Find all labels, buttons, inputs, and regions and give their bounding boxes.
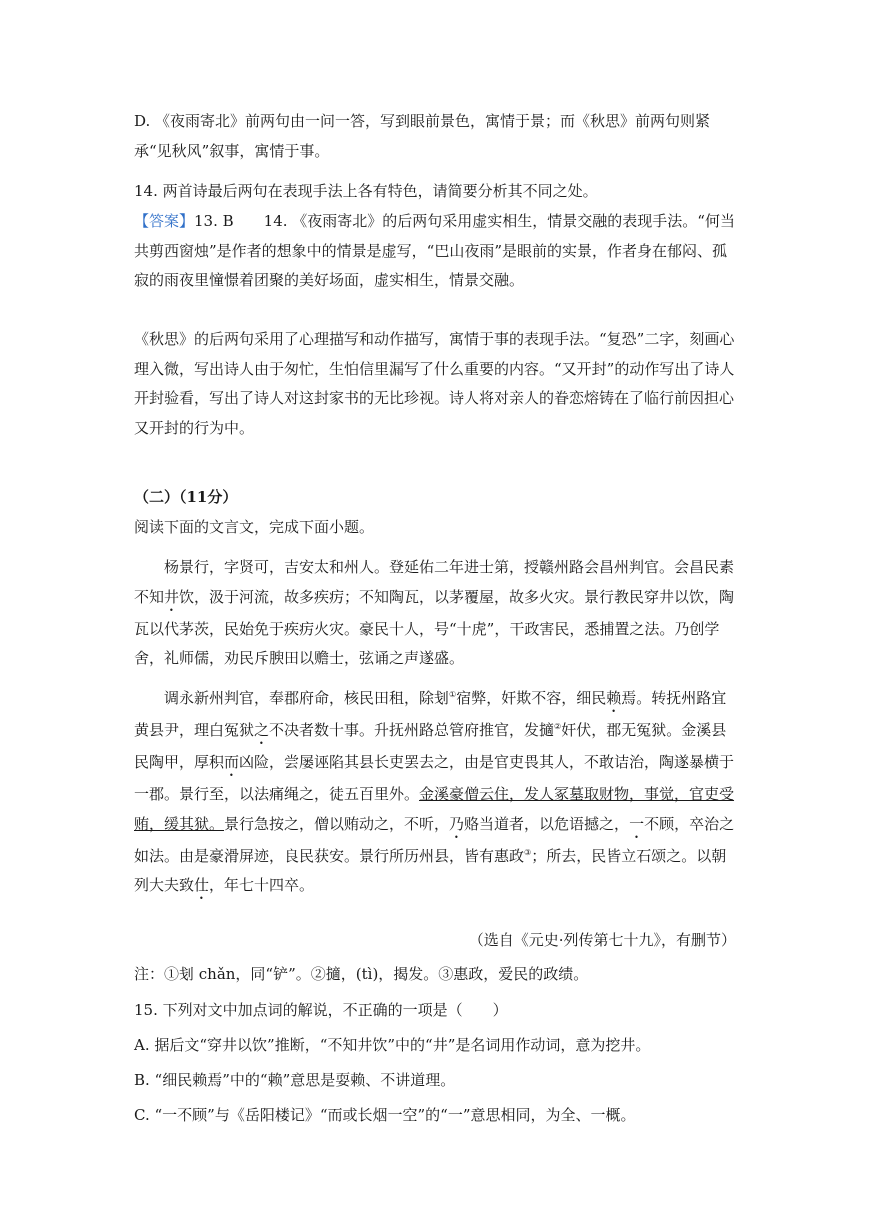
section-instruction: 阅读下面的文言文，完成下面小题。 — [134, 518, 375, 536]
dotted-word-nai: 乃 — [449, 814, 465, 833]
footnote-marker-1: ① — [449, 690, 457, 699]
passage-text: 赂当道者，以危语撼之， — [464, 814, 630, 833]
passage-text: ，年七十四卒。 — [209, 876, 315, 894]
option-a: A. 据后文“穿井以饮”推断，“不知井饮”中的“井”是名词用作动词，意为挖井。 — [134, 1036, 651, 1054]
passage-text: 调永新州判官，奉郡府命，核民田租，除刬 — [164, 689, 450, 707]
answer-block — [134, 207, 736, 296]
passage-paragraph-2 — [134, 684, 736, 903]
dotted-word-lai: 赖 — [606, 689, 622, 707]
underlined-sentence: 金溪豪僧云住，发人冢墓取财物，事觉，官吏受贿，缓其狱。 — [134, 785, 735, 833]
passage-paragraph-1 — [134, 553, 736, 674]
passage-text: 景行急按之，僧以贿动之，不听， — [224, 814, 450, 833]
question-15-stem: 15. 下列对文中加点词的解说，不正确的一项是（ ） — [134, 1001, 508, 1019]
answer-tag: 【答案】 — [134, 212, 195, 230]
footnote-marker-2: ② — [554, 722, 562, 731]
question-14: 14. 两首诗最后两句在表现手法上各有特色，请简要分析其不同之处。 — [134, 182, 598, 200]
option-d: D. 《夜雨寄北》前两句由一问一答，写到眼前景色，寓情于景；而《秋思》前两句则紧承“见秋风”叙事，寓情于事。 — [134, 112, 711, 160]
passage-text: 焉。转抚州路宜黄县尹，理白冤狱 — [134, 689, 727, 739]
source-citation: （选自《元史·列传第七十九》，有删节） — [468, 931, 736, 949]
dotted-word-zhi: 之 — [254, 721, 270, 739]
passage-text: 奸伏，郡无冤狱。金溪县民陶甲，厚积 — [134, 721, 727, 771]
passage-text: 不顾，卒治之如法。由是豪滑屏迹，良民获安。景行所历州县，皆有惠政 — [134, 814, 735, 865]
section-heading: （二）（11分） — [134, 488, 238, 506]
answer-body: 13. B 14. 《夜雨寄北》的后两句采用虚实相生，情景交融的表现手法。“何当共剪西窗烛”是作者的想象中的情景是虚写，“巴山夜雨”是眼前的实景，作者身在郁闷、孤寂的雨夜里憧憬着团聚的美好场面，虚实相生，情景交融。 — [134, 212, 735, 289]
answer-paragraph-2: 《秋思》的后两句采用了心理描写和动作描写，寓情于事的表现手法。“复恐”二字，刻画心理入微，写出诗人由于匆忙，生怕信里漏写了什么重要的内容。“又开封”的动作写出了诗人开封验看，写出了诗人对这封家书的无比珍视。诗人将对亲人的眷恋熔铸在了临行前因担心又开封的行为中。 — [134, 330, 735, 437]
option-b: B. “细民赖焉”中的“赖”意思是耍赖、不讲道理。 — [134, 1071, 456, 1089]
passage-text: 杨景行，字贤可，吉安太和州人。登延佑二年进士第，授赣州路会昌州判官。会昌民素不知 — [134, 558, 735, 606]
passage-text: ；所去，民皆立石颂之。以朝列大夫致 — [134, 846, 727, 894]
passage-text: 饮，汲于河流，故多疾疠；不知陶瓦，以茅覆屋，故多火灾。景行教民穿井以饮，陶瓦以代茅茨，民始免于疾疠火灾。豪民十人，号“十虎”，干政害民，悉捕置之法。乃创学舍，礼师儒，劝民斥腴田以赡士，弦诵之声遂盛。 — [134, 587, 735, 667]
dotted-word-yi: 一 — [629, 814, 645, 833]
footnote-marker-3: ③ — [524, 847, 532, 857]
dotted-word-er: 而 — [224, 753, 240, 771]
dotted-word-shi: 仕 — [194, 876, 210, 894]
passage-text: 凶险，尝屡诬陷其县长吏罢去之，由是官吏畏其人，不敢诘治，陶遂暴横于一郡。景行至，以法痛绳之，徒五百里外。 — [134, 753, 735, 803]
footnotes: 注：①刬 chǎn，同“铲”。②擿，(tì)，揭发。③惠政，爱民的政绩。 — [134, 965, 589, 983]
passage-text: 宿弊，奸欺不容，细民 — [456, 689, 607, 707]
dotted-word-jing: 井 — [164, 587, 180, 606]
option-c: C. “一不顾”与《岳阳楼记》“而或长烟一空”的“一”意思相同，为全、一概。 — [134, 1106, 636, 1124]
passage-text: 不决者数十事。升抚州路总管府推官，发擿 — [269, 721, 555, 739]
